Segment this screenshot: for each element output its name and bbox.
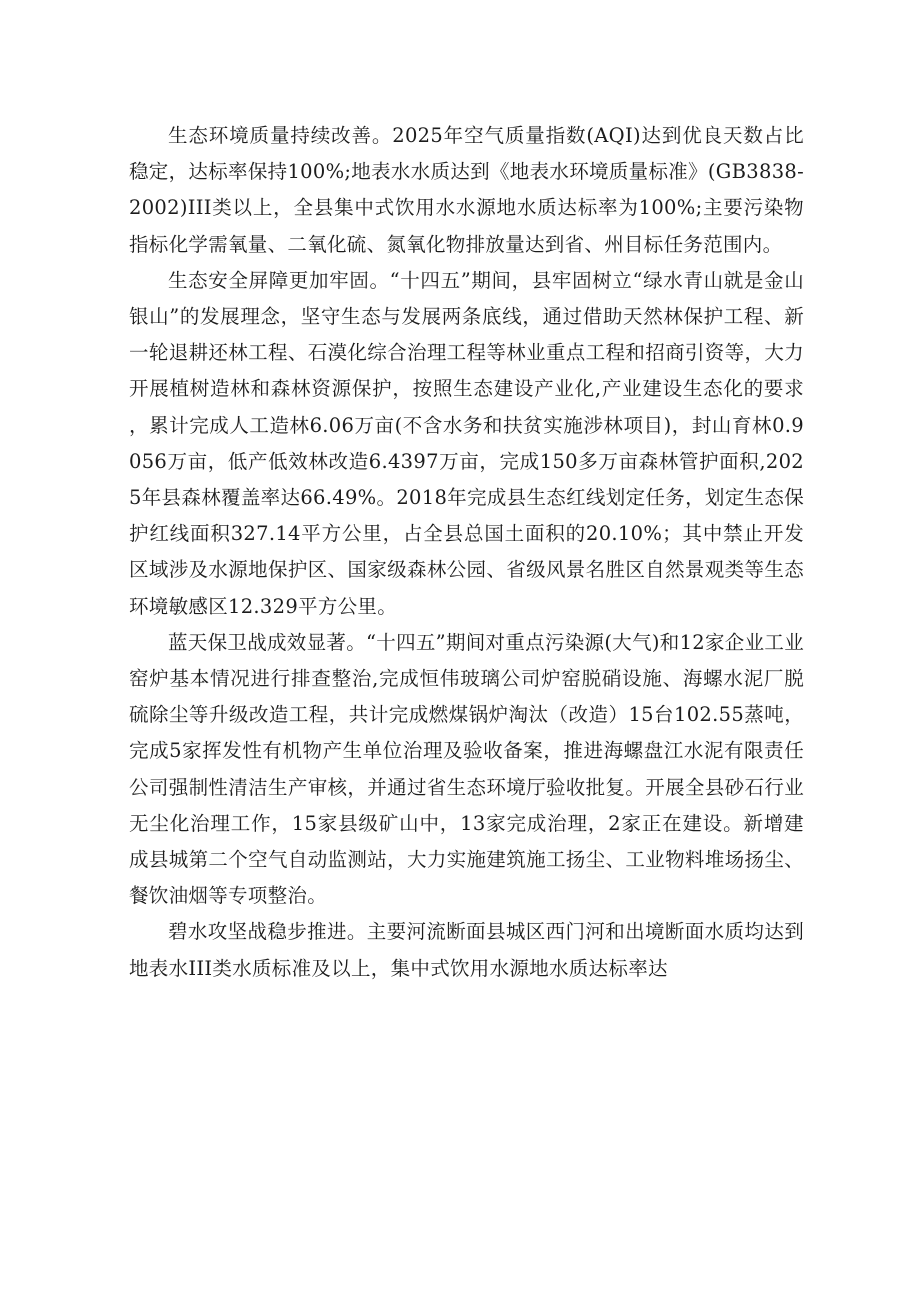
paragraph-air-quality: 生态环境质量持续改善。2025年空气质量指数(AQI)达到优良天数占比稳定，达标率保持100%;地表水水质达到《地表水环境质量标准》(GB3838-2002)III类以上，全县集中式饮用水水源地水质达标率为100%;主要污染物指标化学需氧量、二氧化硫、氮氧化物排放量达到省、州目标任务范围内。 bbox=[129, 124, 804, 256]
paragraph-ecological-security: 生态安全屏障更加牢固。“十四五”期间，县牢固树立“绿水青山就是金山银山”的发展理念，坚守生态与发展两条底线，通过借助天然林保护工程、新一轮退耕还林工程、石漠化综合治理工程等林业重点工程和招商引资等，大力开展植树造林和森林资源保护，按照生态建设产业化,产业建设生态化的要求，累计完成人工造林6.06万亩(不含水务和扶贫实施涉林项目)，封山育林0.9056万亩，低产低效林改造6.4397万亩，完成150多万亩森林管护面积,2025年县森林覆盖率达66.49%。2018年完成县生态红线划定任务，划定生态保护红线面积327.14平方公里，占全县总国土面积的20.10%；其中禁止开发区域涉及水源地保护区、国家级森林公园、省级风景名胜区自然景观类等生态环境敏感区12.329平方公里。 bbox=[129, 268, 804, 618]
document-body bbox=[129, 118, 804, 987]
paragraph-clear-water: 碧水攻坚战稳步推进。主要河流断面县城区西门河和出境断面水质均达到地表水III类水质标准及以上，集中式饮用水源地水质达标率达 bbox=[129, 920, 804, 980]
paragraph-blue-sky: 蓝天保卫战成效显著。“十四五”期间对重点污染源(大气)和12家企业工业窑炉基本情况进行排查整治,完成恒伟玻璃公司炉窑脱硝设施、海螺水泥厂脱硫除尘等升级改造工程，共计完成燃煤锅炉淘汰（改造）15台102.55蒸吨，完成5家挥发性有机物产生单位治理及验收备案，推进海螺盘江水泥有限责任公司强制性清洁生产审核，并通过省生态环境厅验收批复。开展全县砂石行业无尘化治理工作，15家县级矿山中，13家完成治理，2家正在建设。新增建成县城第二个空气自动监测站，大力实施建筑施工扬尘、工业物料堆场扬尘、餐饮油烟等专项整治。 bbox=[129, 630, 804, 908]
